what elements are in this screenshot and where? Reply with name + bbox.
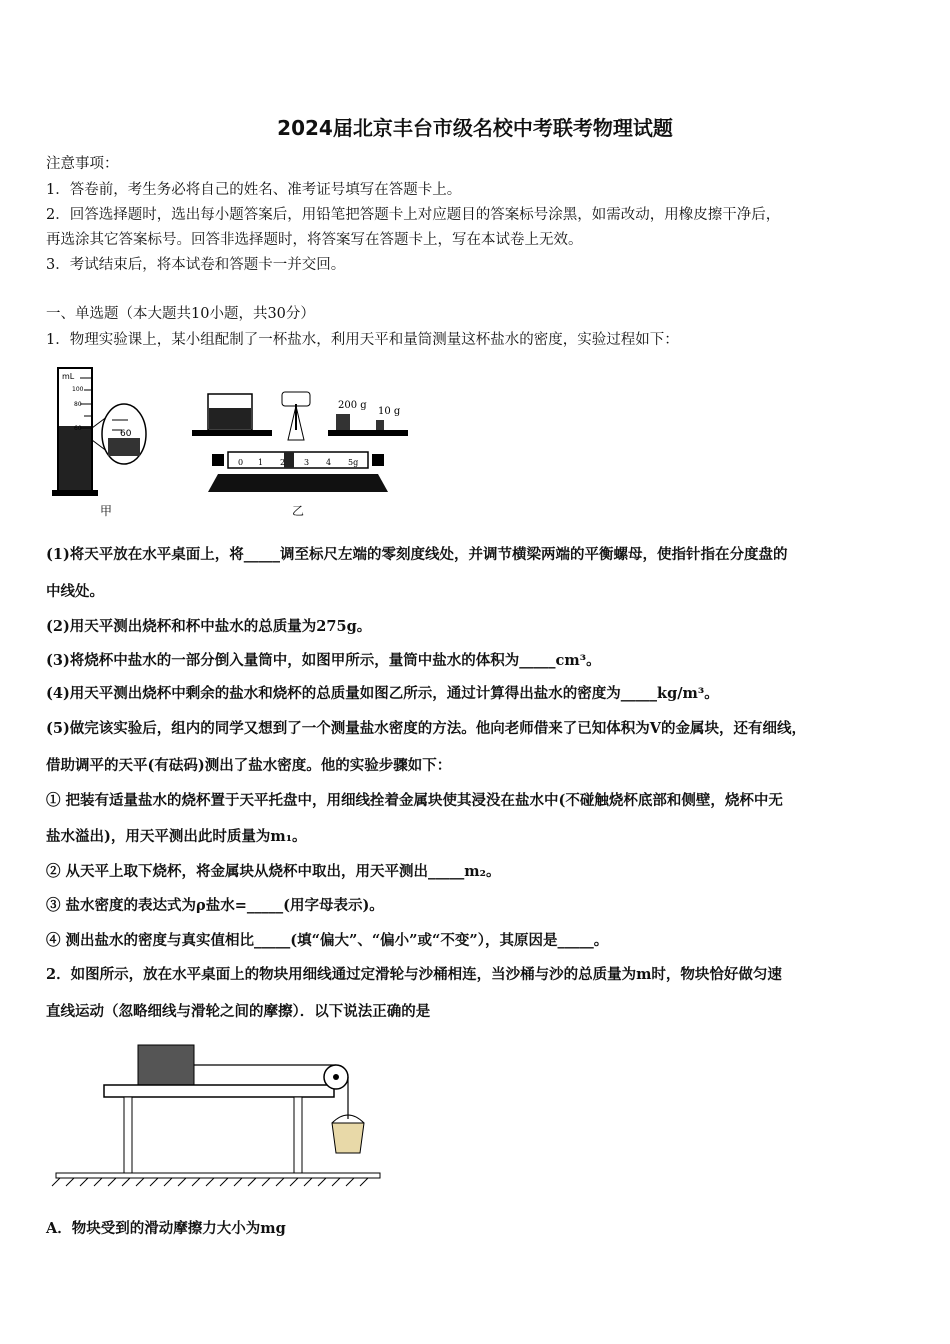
sand-bucket: [332, 1123, 364, 1153]
floor: [56, 1173, 380, 1178]
fig-label-yi: 乙: [292, 504, 305, 518]
balance-base: [208, 474, 388, 492]
cylinder-tick-60: 60: [74, 425, 82, 432]
scale-num-2: 2: [280, 458, 286, 467]
left-pan: [192, 430, 272, 436]
scale-num-5: 5g: [348, 458, 359, 467]
q2-option-a: A．物块受到的滑动摩擦力大小为mg: [46, 1220, 286, 1237]
q1-part1: (1)将天平放在水平桌面上，将_____调至标尺左端的零刻度线处，并调节横梁两端的平衡螺母，使指针指在分度盘的: [46, 546, 788, 563]
scale-num-0: 0: [238, 458, 244, 467]
beam-scale: [228, 452, 368, 468]
q1-step1-cont: 盐水溢出)，用天平测出此时质量为m₁。: [46, 828, 307, 845]
q2-stem: 2．如图所示，放在水平桌面上的物块用细线通过定滑轮与沙桶相连，当沙桶与沙的总质量为m时，物块恰好做匀速: [46, 966, 782, 983]
weight-10g: [376, 420, 384, 430]
q2-stem-cont: 直线运动（忽略细线与滑轮之间的摩擦）．以下说法正确的是: [46, 1003, 431, 1020]
figure-pulley: [50, 1035, 390, 1190]
scale-num-3: 3: [304, 458, 310, 467]
rider: [284, 452, 294, 468]
notice-item-2: 2．回答选择题时，选出每小题答案后，用铅笔把答题卡上对应题目的答案标号涂黑，如需改动，用橡皮擦干净后，: [46, 207, 781, 223]
table-leg-left: [124, 1097, 132, 1173]
q1-part4: (4)用天平测出烧杯中剩余的盐水和烧杯的总质量如图乙所示，通过计算得出盐水的密度为_____kg/m³。: [46, 685, 719, 702]
q1-step3: ③ 盐水密度的表达式为ρ盐水=_____(用字母表示)。: [46, 897, 384, 914]
cylinder-base: [52, 490, 98, 496]
cylinder-tick-100: 100: [72, 386, 84, 393]
table-top: [104, 1085, 334, 1097]
section-heading: 一、单选题（本大题共10小题，共30分）: [46, 306, 315, 322]
right-pan: [328, 430, 408, 436]
q1-step1: ① 把装有适量盐水的烧杯置于天平托盘中，用细线拴着金属块使其浸没在盐水中(不碰触烧杯底部和侧壁，烧杯中无: [46, 792, 783, 809]
notice-item-3: 3．考试结束后，将本试卷和答题卡一并交回。: [46, 257, 346, 273]
page-title: 2024届北京丰台市级名校中考联考物理试题: [277, 116, 673, 140]
q1-stem: 1．物理实验课上，某小组配制了一杯盐水，利用天平和量筒测量这杯盐水的密度，实验过程如下：: [46, 332, 679, 348]
q1-step2: ② 从天平上取下烧杯，将金属块从烧杯中取出，用天平测出_____m₂。: [46, 863, 501, 880]
figure-balance: [188, 380, 413, 500]
weight-10g-label: 10 g: [378, 406, 401, 417]
block: [138, 1045, 194, 1085]
q1-step4: ④ 测出盐水的密度与真实值相比_____(填“偏大”、“偏小”或“不变”），其原因是_____。: [46, 932, 609, 949]
figure-cylinder: [50, 360, 160, 520]
cylinder-liquid: [59, 426, 91, 491]
notice-item-1: 1．答卷前，考生务必将自己的姓名、准考证号填写在答题卡上。: [46, 182, 462, 198]
notice-heading: 注意事项：: [46, 156, 119, 172]
fig-label-jia: 甲: [100, 504, 113, 518]
zoom-label: 60: [120, 429, 132, 439]
q1-part5: (5)做完该实验后，组内的同学又想到了一个测量盐水密度的方法。他向老师借来了已知体积为V的金属块，还有细线，: [46, 720, 807, 737]
cylinder-unit: mL: [62, 372, 75, 381]
q1-part5-cont: 借助调平的天平(有砝码)测出了盐水密度。他的实验步骤如下：: [46, 757, 452, 774]
table-leg-right: [294, 1097, 302, 1173]
notice-item-2-cont: 再选涂其它答案标号。回答非选择题时，将答案写在答题卡上，写在本试卷上无效。: [46, 232, 583, 248]
scale-num-1: 1: [258, 458, 264, 467]
dial: [282, 392, 310, 406]
scale-num-4: 4: [326, 458, 332, 467]
q1-part3: (3)将烧杯中盐水的一部分倒入量筒中，如图甲所示，量筒中盐水的体积为_____cm³。: [46, 652, 601, 669]
cylinder-tick-80: 80: [74, 401, 82, 408]
weight-200g: [336, 414, 350, 430]
weight-200g-label: 200 g: [338, 400, 367, 411]
q1-part2: (2)用天平测出烧杯和杯中盐水的总质量为275g。: [46, 618, 372, 635]
q1-part1-cont: 中线处。: [46, 583, 104, 600]
